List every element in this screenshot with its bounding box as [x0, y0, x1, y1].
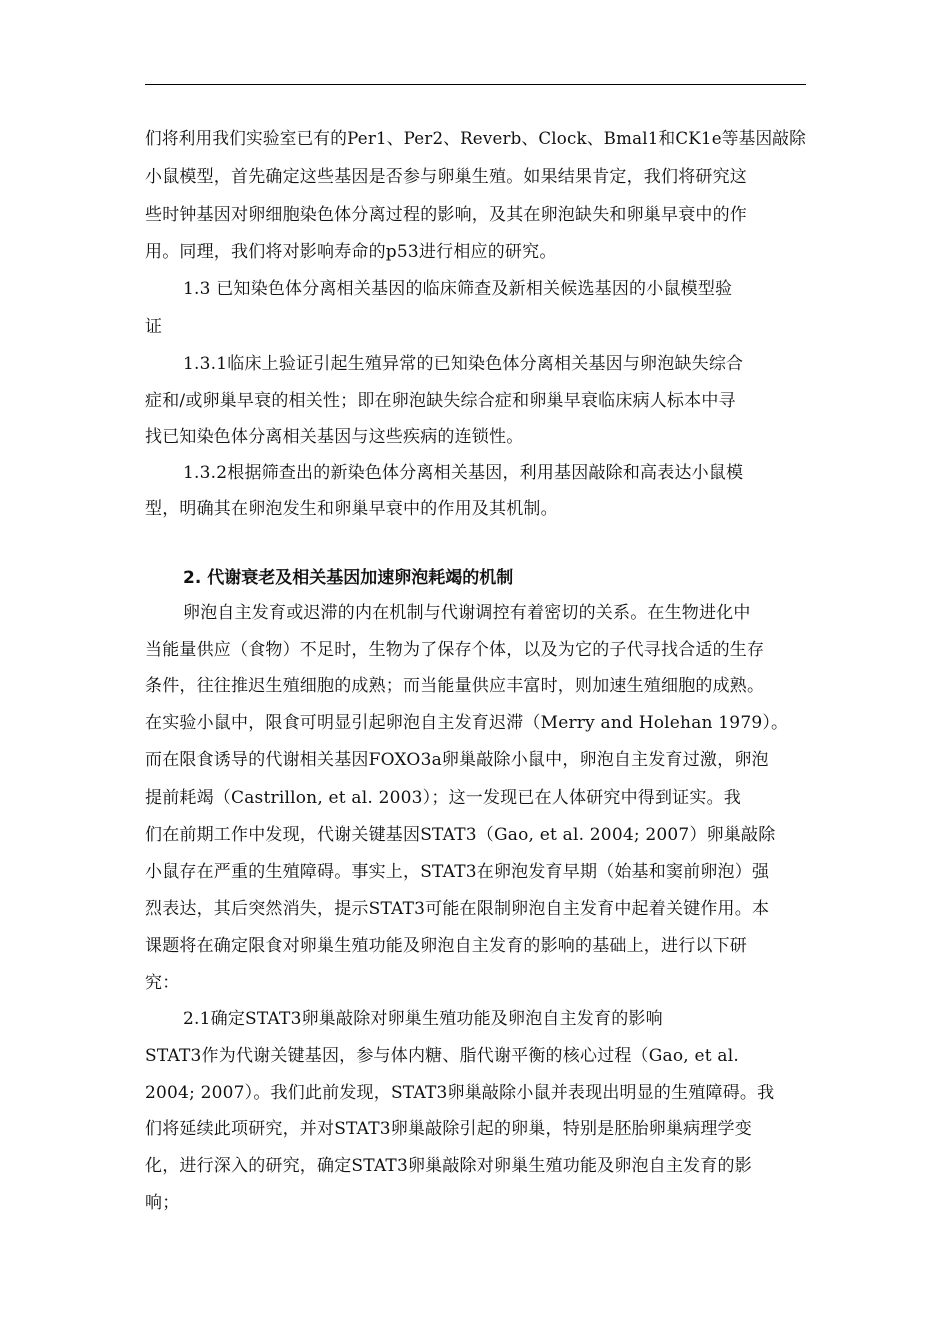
text-line: 究：	[145, 973, 180, 993]
text-line: 课题将在确定限食对卵巢生殖功能及卵泡自主发育的影响的基础上，进行以下研	[145, 936, 747, 956]
text-line: 型，明确其在卵泡发生和卵巢早衰中的作用及其机制。	[145, 499, 558, 519]
text-line: 当能量供应（食物）不足时，生物为了保存个体，以及为它的子代寻找合适的生存	[145, 640, 765, 660]
text-line: 证	[145, 317, 163, 337]
section-2-1: 2.1确定STAT3卵巢敲除对卵巢生殖功能及卵泡自主发育的影响	[183, 1009, 663, 1029]
text-line: 些时钟基因对卵细胞染色体分离过程的影响，及其在卵泡缺失和卵巢早衰中的作	[145, 205, 747, 225]
text-line: STAT3作为代谢关键基因，参与体内糖、脂代谢平衡的核心过程（Gao, et al.	[145, 1046, 739, 1066]
text-line: 们将延续此项研究，并对STAT3卵巢敲除引起的卵巢，特别是胚胎卵巢病理学变	[145, 1119, 752, 1139]
text-line: 响；	[145, 1193, 180, 1213]
text-line: 找已知染色体分离相关基因与这些疾病的连锁性。	[145, 427, 524, 447]
text-line: 2004; 2007）。我们此前发现，STAT3卵巢敲除小鼠并表现出明显的生殖障碍。我	[145, 1083, 775, 1103]
text-line: 化，进行深入的研究，确定STAT3卵巢敲除对卵巢生殖功能及卵泡自主发育的影	[145, 1156, 752, 1176]
text-line: 条件，往往推迟生殖细胞的成熟；而当能量供应丰富时，则加速生殖细胞的成熟。	[145, 676, 765, 696]
section-2-heading: 2. 代谢衰老及相关基因加速卵泡耗竭的机制	[183, 568, 514, 588]
text-line: 而在限食诱导的代谢相关基因FOXO3a卵巢敲除小鼠中，卵泡自主发育过激，卵泡	[145, 750, 769, 770]
text-line: 提前耗竭（Castrillon, et al. 2003）；这一发现已在人体研究中得到证实。我	[145, 788, 741, 808]
text-line: 在实验小鼠中，限食可明显引起卵泡自主发育迟滞（Merry and Holehan 1979）。	[145, 713, 789, 733]
text-line: 卵泡自主发育或迟滞的内在机制与代谢调控有着密切的关系。在生物进化中	[183, 603, 751, 623]
text-line: 用。同理，我们将对影响寿命的p53进行相应的研究。	[145, 242, 557, 262]
text-line: 们将利用我们实验室已有的Per1、Per2、Reverb、Clock、Bmal1和CK1e等基因敲除	[145, 129, 806, 149]
text-line: 烈表达，其后突然消失，提示STAT3可能在限制卵泡自主发育中起着关键作用。本	[145, 899, 770, 919]
section-1-3-1: 1.3.1临床上验证引起生殖异常的已知染色体分离相关基因与卵泡缺失综合	[183, 354, 744, 374]
section-1-3-2: 1.3.2根据筛查出的新染色体分离相关基因，利用基因敲除和高表达小鼠模	[183, 463, 744, 483]
text-line: 症和/或卵巢早衰的相关性；即在卵泡缺失综合症和卵巢早衰临床病人标本中寻	[145, 391, 736, 411]
text-line: 小鼠存在严重的生殖障碍。事实上，STAT3在卵泡发育早期（始基和窦前卵泡）强	[145, 862, 770, 882]
section-1-3-title: 1.3 已知染色体分离相关基因的临床筛查及新相关候选基因的小鼠模型验	[183, 279, 733, 299]
text-line: 小鼠模型，首先确定这些基因是否参与卵巢生殖。如果结果肯定，我们将研究这	[145, 167, 747, 187]
header-rule	[145, 84, 806, 85]
text-line: 们在前期工作中发现，代谢关键基因STAT3（Gao, et al. 2004; 2007）卵巢敲除	[145, 825, 776, 845]
